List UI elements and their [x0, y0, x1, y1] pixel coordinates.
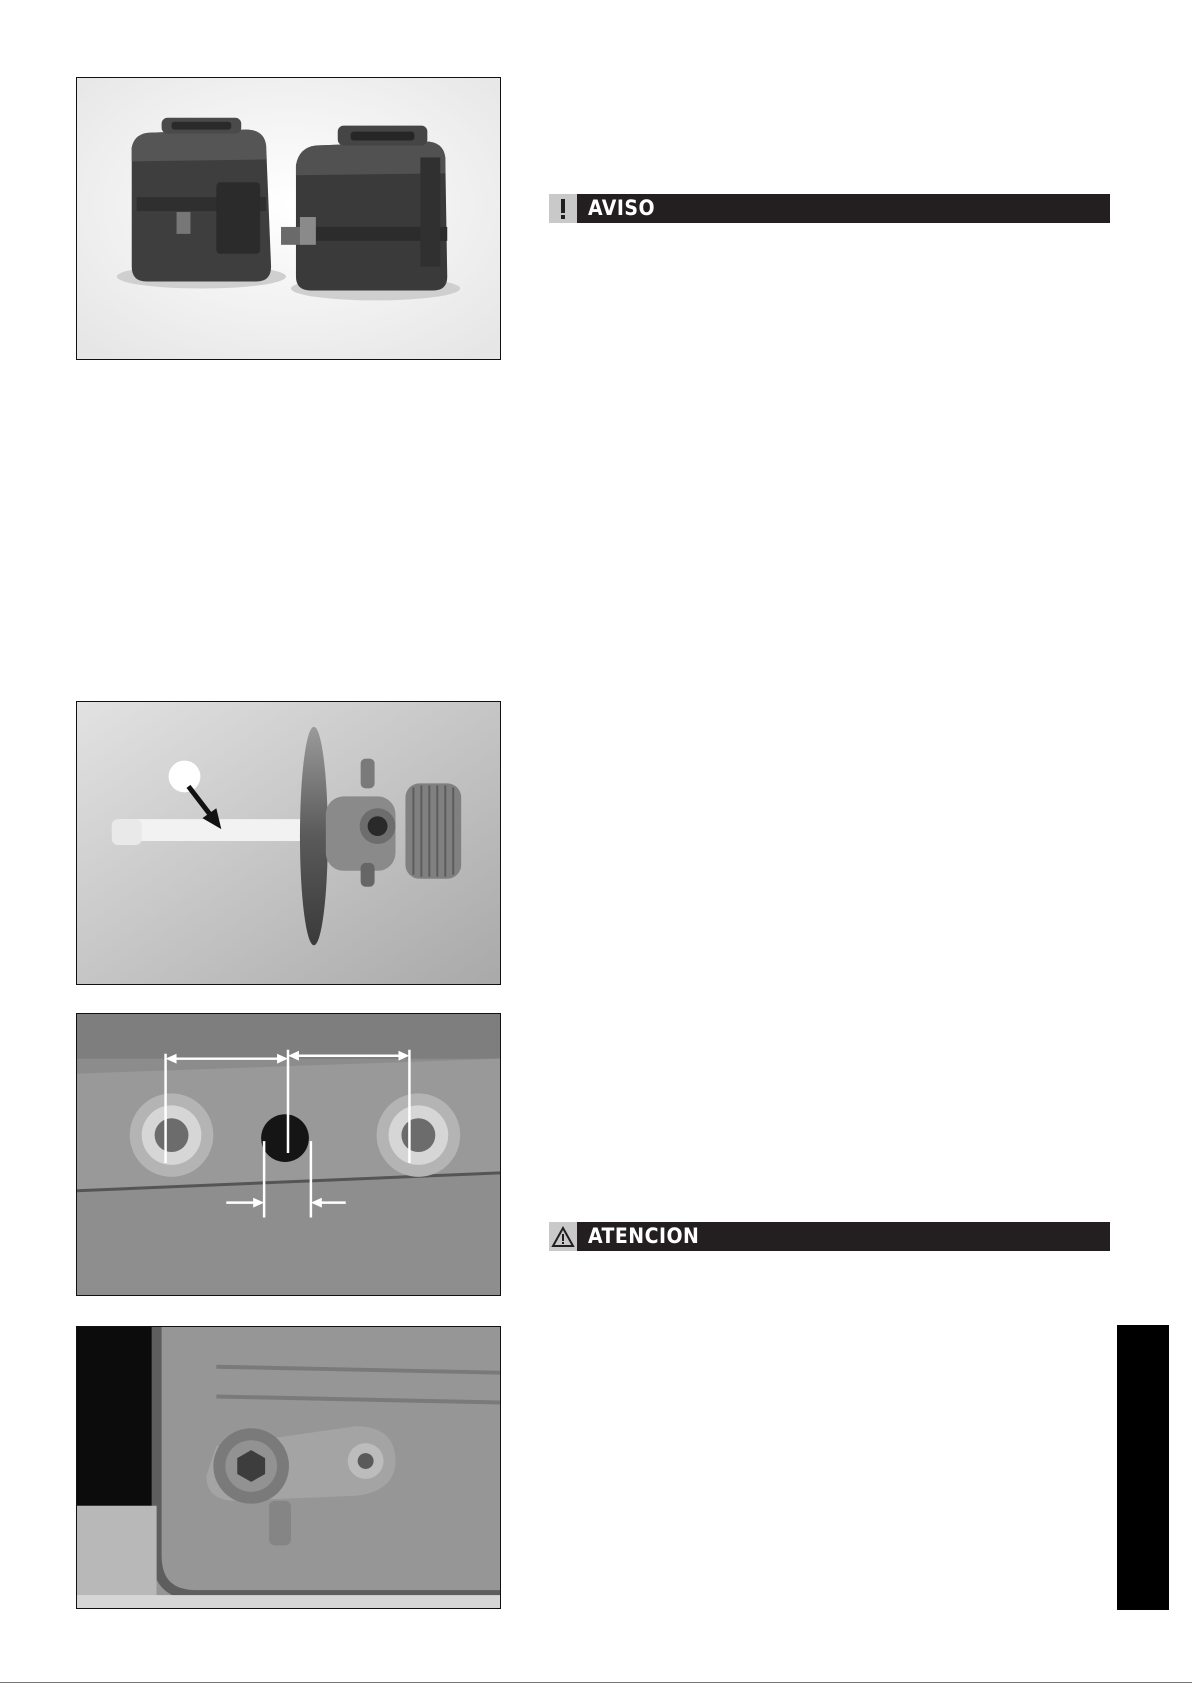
atencion-banner	[549, 1222, 1110, 1251]
footer-rule	[0, 1682, 1192, 1683]
side-cases-photo	[76, 77, 501, 360]
section-tab	[1117, 1325, 1169, 1610]
warning-triangle-icon	[549, 1222, 577, 1251]
lock-pin-photo	[76, 701, 501, 985]
atencion-label: ATENCION	[588, 1224, 700, 1248]
case-holes-measurement-photo	[76, 1013, 501, 1296]
aviso-banner	[549, 194, 1110, 223]
mounted-lock-photo	[76, 1326, 501, 1609]
aviso-label: AVISO	[588, 196, 656, 220]
exclamation-icon	[549, 194, 577, 223]
